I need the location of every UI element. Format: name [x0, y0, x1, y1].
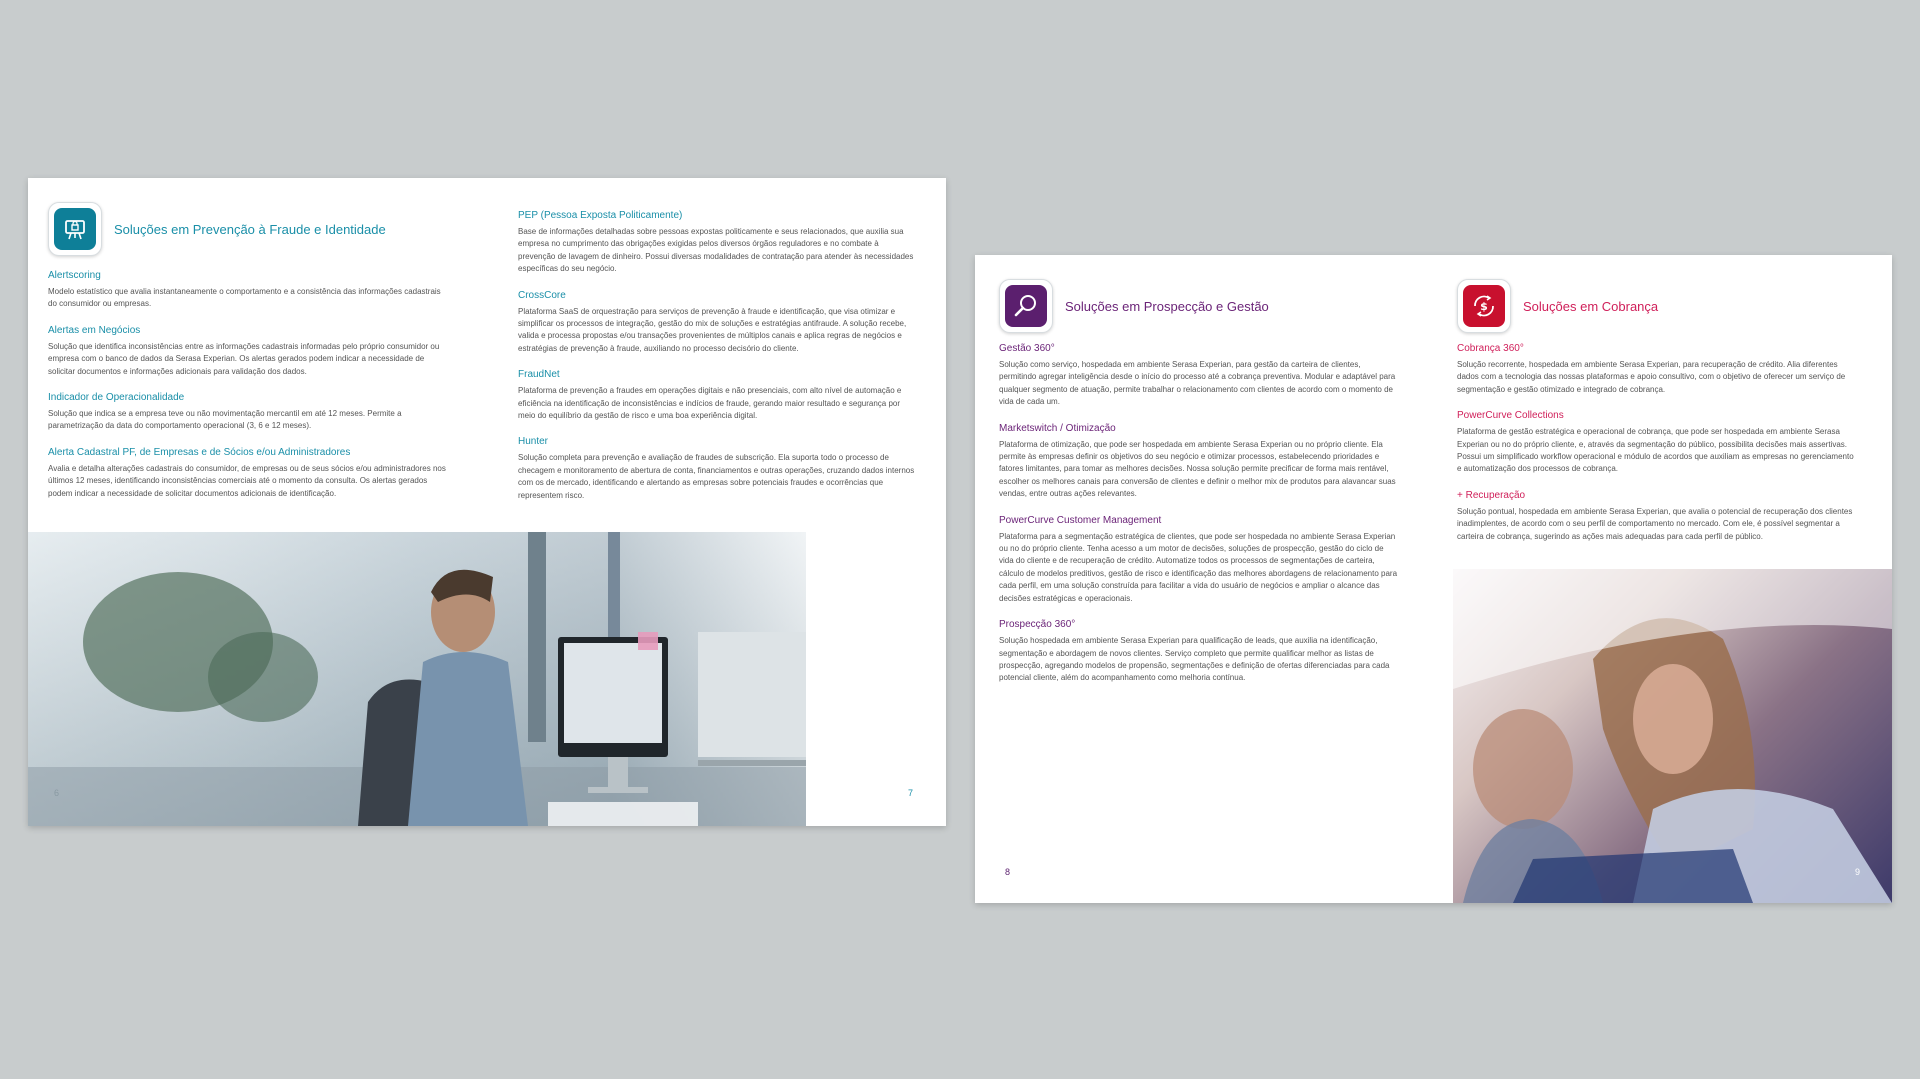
item-text: Base de informações detalhadas sobre pessoas expostas politicamente e seus relacionados, que auxilia sua empresa no cumprimento das obrigações exigidas pelos diversos órgãos reguladores e no combate à prevenção de lavagem de dinheiro. Possui diversas modalidades de contratação para atender às necessidades específicas do seu negócio.	[518, 227, 914, 274]
icon-frame	[48, 202, 102, 256]
left-column-prospect	[999, 279, 1399, 699]
item-text: Plataforma de otimização, que pode ser hospedada em ambiente Serasa Experian ou no próprio cliente. Ela permite às empresas definir os objetivos do seu negócio e otimizar processos, estabelecendo prioridades e fatores limitantes, para tomar as melhores decisões. Nossa solução permite precificar de forma mais rentável, escolher os melhores canais para conversão de clientes e definir o melhor mix de produtos para alavancar suas vendas, entre outras ações relevantes.	[999, 439, 1396, 499]
item-title: PEP (Pessoa Exposta Politicamente)	[518, 210, 683, 221]
item-text: Plataforma de prevenção a fraudes em operações digitais e não presenciais, com alto nível de automação e eficiência na identificação de inconsistências e indícios de fraude, gerando maior resultado e segurança por meio do equilíbrio da gestão de risco e uma boa experiência digital.	[518, 386, 902, 421]
section-title-prospect: Soluções em Prospecção e Gestão	[1065, 298, 1269, 314]
item-title: Alertas em Negócios	[48, 324, 141, 336]
office-photo	[28, 532, 806, 826]
section-header-fraud	[48, 202, 448, 256]
list-item	[48, 325, 448, 378]
right-column-collection	[1457, 279, 1857, 557]
list-item	[48, 270, 448, 311]
item-text: Avalia e detalha alterações cadastrais do consumidor, de empresas ou de seus sócios e/ou administradores nos últimos 12 meses, identificando inconsistências comerciais até o momento da consulta. Os alertas gerados podem indicar a necessidade de solicitar documentos adicionais de identificação.	[48, 463, 446, 498]
section-header-prospect	[999, 279, 1399, 333]
left-column-fraud	[48, 202, 448, 514]
item-text: Solução que identifica inconsistências entre as informações cadastrais informadas pelo próprio consumidor ou empresa com o banco de dados da Serasa Experian. Os alertas gerados podem indicar a necessidade de solicitar documentos e informações adicionais para validação dos dados.	[48, 341, 440, 376]
right-column-fraud	[518, 210, 918, 516]
list-item	[1457, 343, 1857, 396]
list-item	[999, 423, 1399, 501]
item-text: Solução recorrente, hospedada em ambiente Serasa Experian, para recuperação de crédito. Alia diferentes dados com a tecnologia das nossas plataformas e apoio consultivo, com o objetivo de oferecer um serviço de segmentação e gestão otimizado e integrado de cobrança.	[1457, 360, 1846, 394]
item-title: Indicador de Operacionalidade	[48, 392, 185, 404]
list-item	[999, 343, 1399, 409]
list-item	[518, 210, 918, 276]
item-text: Solução completa para prevenção e avaliação de fraudes de subscrição. Ela suporta todo o processo de checagem e monitoramento de abertura de conta, financiamentos e outras operações, cruzando dados internos com os de mercado, identificando e alertando as empresas sobre potenciais fraudes e ocorrências que representem risco.	[518, 453, 915, 500]
item-text: Solução pontual, hospedada em ambiente Serasa Experian, que avalia o potencial de recuperação dos clientes inadimplentes, de acordo com o seu perfil de comportamento no mercado. Com ele, é possível segmentar a carteira de cobrança, sugerindo as ações mais adequadas para cada perfil de público.	[1457, 506, 1853, 541]
item-text: Plataforma para a segmentação estratégica de clientes, que pode ser hospedada no ambiente Serasa Experian ou no do próprio cliente. Tenha acesso a um motor de decisões, soluções de prospecção, gestão do ciclo de vida do cliente e de recuperação de crédito. Automatize todos os processos de segmentações de carteira, cálculo de modelos preditivos, gestão de risco e identificação das melhores abordagens de relacionamento para cada perfil, em uma solução construída para facilitar a vida do usuário de negócios e ampliar o alcance das decisões estratégicas e operacionais.	[999, 531, 1398, 603]
item-text: Modelo estatístico que avalia instantaneamente o comportamento e a consistência das informações cadastrais do consumidor ou empresas.	[48, 287, 441, 309]
fraud-list-left	[48, 270, 448, 500]
section-header-collection	[1457, 279, 1857, 333]
item-title: FraudNet	[518, 369, 560, 381]
item-title: Prospecção 360°	[999, 619, 1076, 631]
svg-text:$: $	[1480, 300, 1488, 313]
item-title: Gestão 360°	[999, 343, 1055, 354]
list-item	[518, 290, 918, 356]
item-text: Solução que indica se a empresa teve ou não movimentação mercantil em até 12 meses. Permite a parametrização da data do comportamento operacional (3, 6 e 12 meses).	[48, 409, 402, 431]
list-item	[1457, 490, 1857, 543]
fraud-prevention-icon	[54, 208, 96, 250]
magnifier-icon	[1005, 285, 1047, 327]
page-number: 9	[1855, 867, 1861, 877]
list-item	[48, 447, 448, 500]
item-title: + Recuperação	[1457, 489, 1526, 501]
item-title: Hunter	[518, 436, 549, 448]
item-title: Marketswitch / Otimização	[999, 422, 1116, 434]
item-title: Cobrança 360°	[1457, 343, 1524, 354]
list-item	[518, 369, 918, 422]
item-title: Alertscoring	[48, 270, 101, 281]
item-text: Plataforma SaaS de orquestração para serviços de prevenção à fraude e identificação, que visa otimizar e simplificar os processos de integração, gestão do mix de soluções e estratégias antifraude. A solução recebe, valida e processa propostas e/ou transações provenientes de múltiplos canais e aplica regras de negócios e estratégias de prevenção à fraude, auxiliando no processo decisório do cliente.	[518, 306, 907, 353]
item-title: PowerCurve Collections	[1457, 410, 1564, 422]
item-title: PowerCurve Customer Management	[999, 514, 1162, 526]
page-number: 6	[54, 788, 60, 798]
page-number: 8	[1005, 867, 1011, 877]
section-title-fraud: Soluções em Prevenção à Fraude e Identidade	[114, 221, 386, 237]
brochure-spread-prospect-collection	[975, 255, 1892, 903]
section-title-collection: Soluções em Cobrança	[1523, 298, 1659, 314]
page-number: 7	[908, 788, 914, 798]
icon-frame	[999, 279, 1053, 333]
list-item	[999, 515, 1399, 605]
list-item	[999, 619, 1399, 685]
item-text: Plataforma de gestão estratégica e operacional de cobrança, que pode ser hospedada em ambiente Serasa Experian ou no do próprio cliente, e, através da segmentação do público, possibilita decisões mais assertivas. Possui um simplificado workflow operacional e módulo de acordos que auxiliam as empresas no gerenciamento e automatização dos processos de cobrança.	[1457, 427, 1854, 474]
icon-frame	[1457, 279, 1511, 333]
collection-money-icon	[1463, 285, 1505, 327]
item-text: Solução como serviço, hospedada em ambiente Serasa Experian, para gestão da carteira de clientes, permitindo agregar inteligência desde o início do processo até a cobrança preventiva. Modular e adaptável para qualquer segmento de atuação, permite trabalhar o relacionamento com clientes de acordo com o momento de vida de cada um.	[999, 360, 1396, 407]
brochure-spread-fraud	[28, 178, 946, 826]
list-item	[1457, 410, 1857, 476]
item-title: Alerta Cadastral PF, de Empresas e de Sócios e/ou Administradores	[48, 446, 351, 458]
list-item	[48, 392, 448, 433]
list-item	[518, 436, 918, 502]
item-text: Solução hospedada em ambiente Serasa Experian para qualificação de leads, que auxilia na identificação, segmentação e abordagem de novos clientes. Serviço completo que permite qualificar melhor as listas de prospecção, agregando modelos de propensão, segmentações e definição de ofertas diferenciadas para cada potencial cliente, além do acompanhamento como melhoria contínua.	[999, 636, 1390, 683]
item-title: CrossCore	[518, 289, 566, 301]
couple-working-photo	[1453, 569, 1892, 903]
